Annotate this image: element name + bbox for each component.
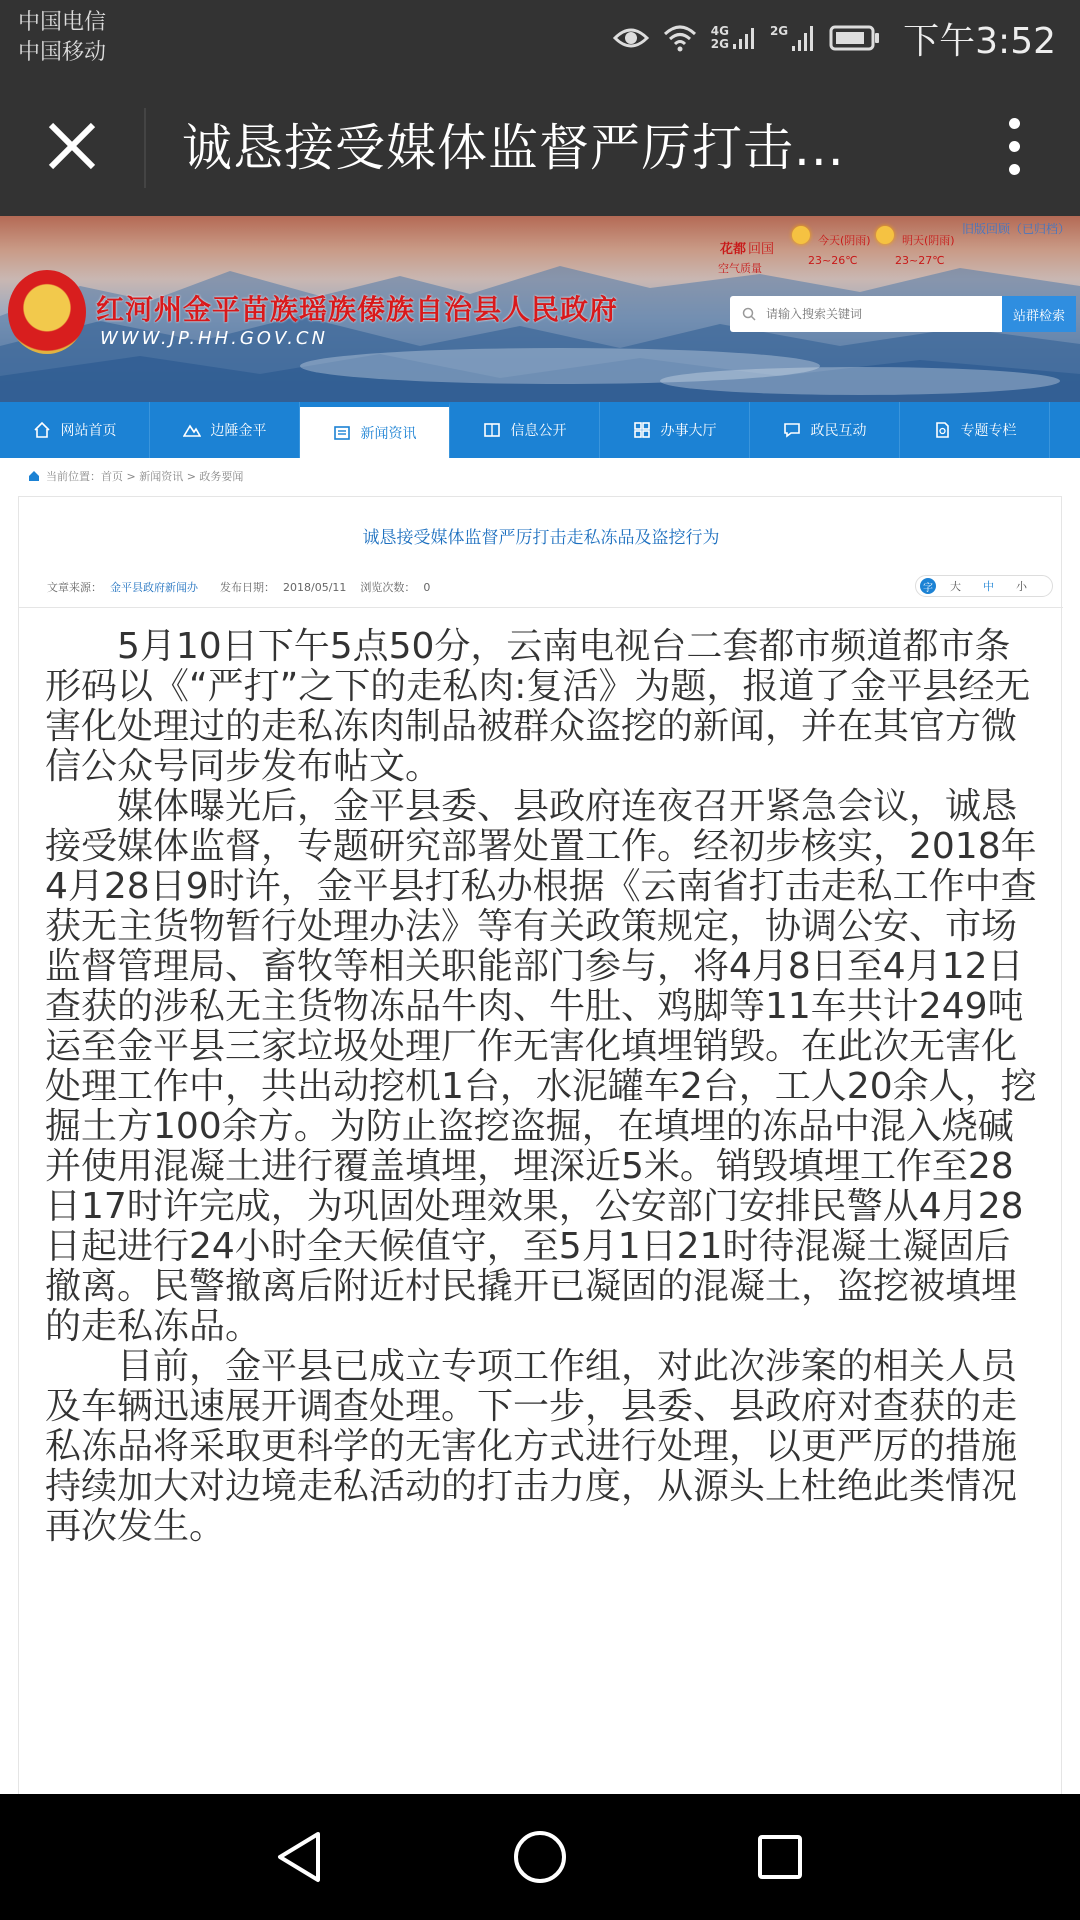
news-icon: [333, 424, 351, 442]
views-label: 浏览次数：: [360, 581, 416, 594]
article-paragraph: 目前，金平县已成立专项工作组，对此次涉案的相关人员及车辆迅速展开调查处理。下一步，县委、县政府对查获的走私冻品将采取更科学的无害化方式进行处理，以更严厉的措施持续加大对边境走私活动的打击力度，从源头上杜绝此类情况再次发生。: [45, 1346, 1018, 1547]
page-title: 诚恳接受媒体监督严厉打击...: [182, 119, 845, 177]
more-dot-icon: [1009, 141, 1020, 152]
network-label-3: 2G: [769, 24, 789, 38]
back-button[interactable]: [264, 1822, 334, 1892]
article-paragraph: 5月10日下午5点50分，云南电视台二套都市频道都市条形码以《“严打”之下的走私肉:复活》为题，报道了金平县经无害化处理过的走私冻肉制品被群众盗挖的新闻，并在其官方微信公众号同步发布帖文。: [45, 626, 1031, 787]
nav-item-interaction[interactable]: [750, 402, 900, 458]
close-button[interactable]: [36, 110, 108, 182]
air-quality: 空气质量: [718, 262, 762, 275]
article-body: [45, 627, 1041, 1547]
breadcrumb: [28, 468, 243, 484]
more-options-button[interactable]: [984, 110, 1044, 182]
chat-icon: [783, 421, 801, 439]
search-button[interactable]: 站群检索: [1002, 296, 1076, 332]
article-meta: [47, 579, 430, 595]
national-emblem-icon: [8, 270, 86, 354]
temp-today: 23~26℃: [808, 254, 858, 267]
date-label: 发布日期：: [220, 581, 275, 594]
weather-switch-label: 回国: [748, 242, 775, 257]
search-icon: [742, 307, 756, 321]
grid-icon: [633, 421, 651, 439]
signal-4g-2g: [711, 25, 756, 51]
mountain-icon: [183, 421, 201, 439]
document-icon: [933, 421, 951, 439]
nav-item-special-topics[interactable]: [900, 402, 1050, 458]
site-url: WWW.JP.HH.GOV.CN: [100, 328, 328, 349]
divider: [19, 607, 1063, 608]
network-label-1: 4G: [710, 24, 729, 38]
nav-item-home[interactable]: [0, 402, 150, 458]
temp-tomorrow: 23~27℃: [895, 254, 945, 267]
network-label-2: 2G: [710, 37, 729, 51]
main-nav: [0, 402, 1080, 458]
signal-2g: [770, 24, 815, 52]
weather-city-label: 花都: [720, 242, 747, 257]
source-link[interactable]: 金平县政府新闻办: [110, 581, 198, 594]
weather-tomorrow: 明天(阴雨): [902, 234, 955, 247]
nav-item-service-hall[interactable]: [600, 402, 750, 458]
more-dot-icon: [1009, 164, 1020, 175]
font-medium-button[interactable]: 中: [983, 580, 994, 593]
nav-label: 信息公开: [510, 423, 567, 439]
browser-title-bar: [0, 80, 1080, 216]
status-time: 下午3:52: [903, 20, 1056, 62]
square-icon: [756, 1833, 804, 1881]
weather-city[interactable]: [720, 238, 774, 257]
carrier-2: 中国移动: [18, 40, 107, 65]
sun-icon: [792, 226, 810, 244]
home-icon: [33, 421, 51, 439]
close-icon: [47, 121, 97, 171]
search-box[interactable]: [730, 296, 1002, 332]
nav-label: 政民互动: [810, 423, 867, 439]
web-content: [0, 216, 1080, 1794]
more-dot-icon: [1009, 118, 1020, 129]
view-count: 0: [423, 580, 431, 594]
old-version-link[interactable]: 旧版回顾（已归档）: [961, 222, 1070, 236]
nav-item-news[interactable]: [300, 402, 450, 458]
status-icons: [613, 14, 1056, 62]
nav-item-info-disclosure[interactable]: [450, 402, 600, 458]
weather-today: 今天(阴雨): [818, 234, 871, 247]
font-size-icon: 字: [920, 578, 936, 594]
site-name: 红河州金平苗族瑶族傣族自治县人民政府: [96, 293, 619, 326]
signal-icon: [732, 26, 756, 50]
home-icon: [28, 470, 40, 482]
wifi-icon: [663, 24, 697, 52]
status-bar: [0, 0, 1080, 80]
font-small-button[interactable]: 小: [1016, 580, 1027, 593]
home-button[interactable]: [505, 1822, 575, 1892]
nav-label: 新闻资讯: [360, 425, 417, 442]
back-triangle-icon: [274, 1830, 324, 1884]
nav-label: 专题专栏: [960, 423, 1017, 439]
nav-label: 网站首页: [60, 423, 117, 439]
breadcrumb-text[interactable]: 当前位置：首页 > 新闻资讯 > 政务要闻: [46, 470, 244, 483]
site-banner: [0, 216, 1080, 402]
source-label: 文章来源：: [47, 581, 102, 594]
article: [18, 496, 1062, 1794]
book-icon: [483, 421, 501, 439]
home-circle-icon: [512, 1829, 568, 1885]
article-paragraph: 媒体曝光后，金平县委、县政府连夜召开紧急会议，诚恳接受媒体监督，专题研究部署处置工作。经初步核实，2018年4月28日9时许，金平县打私办根据《云南省打击走私工作中查获无主货物暂行处理办法》等有关政策规定，协调公安、市场监督管理局、畜牧等相关职能部门参与，将4月8日至4月12日查获的涉私无主货物冻品牛肉、牛肚、鸡脚等11车共计249吨运至金平县三家垃圾处理厂作无害化填埋销毁。在此次无害化处理工作中，共出动挖机1台，水泥罐车2台，工人20余人，挖掘土方100余方。为防止盗挖盗掘，在填埋的冻品中混入烧碱并使用混凝土进行覆盖填埋，埋深近5米。销毁填埋工作至28日17时许完成，为巩固处理效果，公安部门安排民警从4月28日起进行24小时全天候值守，至5月1日21时待混凝土凝固后撤离。民警撤离后附近村民撬开已凝固的混凝土，盗挖被填埋的走私冻品。: [45, 786, 1037, 1347]
title-divider: [144, 108, 146, 188]
sun-icon: [876, 226, 894, 244]
article-title: 诚恳接受媒体监督严厉打击走私冻品及盗挖行为: [362, 528, 720, 548]
eye-icon: [613, 24, 649, 52]
nav-item-border-jinping[interactable]: [150, 402, 300, 458]
font-large-button[interactable]: 大: [950, 580, 961, 593]
carrier-1: 中国电信: [18, 10, 107, 35]
nav-label: 边陲金平: [210, 423, 267, 439]
carrier-info: [18, 8, 106, 68]
search-input[interactable]: [766, 307, 986, 321]
recent-apps-button[interactable]: [745, 1822, 815, 1892]
font-size-switcher: [915, 575, 1053, 597]
publish-date: 2018/05/11: [283, 580, 347, 594]
system-navigation-bar: [0, 1794, 1080, 1920]
battery-icon: [829, 24, 881, 52]
signal-icon-2: [791, 24, 815, 52]
nav-label: 办事大厅: [660, 423, 717, 439]
